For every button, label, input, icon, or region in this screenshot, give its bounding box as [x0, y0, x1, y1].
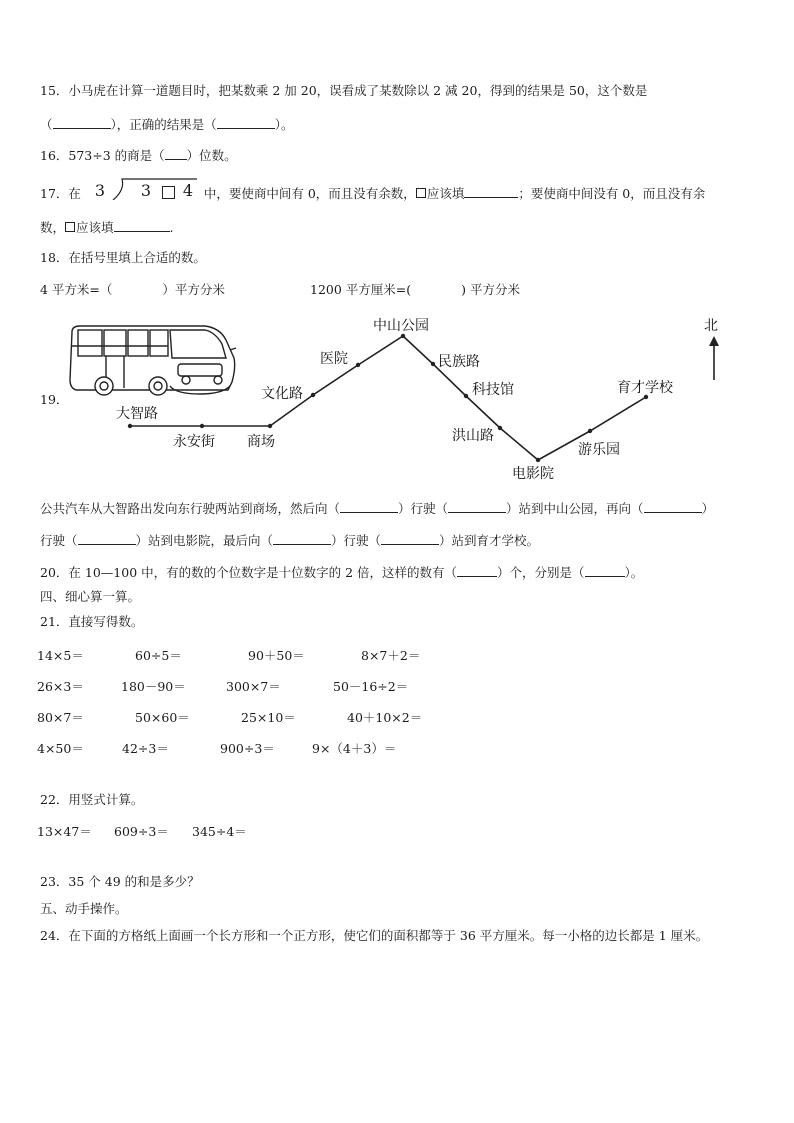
answer-blank[interactable]: [457, 564, 497, 577]
answer-blank[interactable]: [53, 116, 111, 129]
bus-route-map: [0, 300, 794, 500]
q23-question: 23．35 个 49 的和是多少？: [40, 874, 200, 889]
q21-title: 21．直接写得数。: [40, 614, 144, 629]
q19-number: 19．: [40, 392, 69, 407]
calc-item: 26×3＝: [37, 679, 84, 694]
stop-label-zhongshan: 中山公园: [373, 318, 429, 334]
calc-item: 9×（4＋3）＝: [312, 741, 397, 756]
stop-label-shangchang: 商场: [247, 434, 275, 450]
q17-line1: 17．在 3 3 4 中，要使商中间有 0，而且没有余数， 应该填 ；要使商中间没有 0，而且没有余: [40, 182, 705, 202]
calc-item: 8×7＋2＝: [361, 648, 421, 663]
vertical-calc-item: 609÷3＝: [114, 824, 169, 839]
q19-text-line2: 行驶（ ）站到电影院，最后向（ ）行驶（ ）站到育才学校。: [40, 533, 540, 548]
stop-label-dianying: 电影院: [512, 466, 554, 482]
calc-item: 90＋50＝: [248, 648, 305, 663]
q17-line2: 数， 应该填 .: [40, 220, 174, 235]
calc-item: 50×60＝: [135, 710, 190, 725]
q18-item2: 1200 平方厘米=( ) 平方分米: [310, 282, 520, 297]
calc-item: 4×50＝: [37, 741, 84, 756]
dividend-digit-1: 3: [140, 181, 152, 200]
calc-item: 40＋10×2＝: [347, 710, 423, 725]
stop-label-yucai: 育才学校: [617, 380, 673, 396]
divisor: 3: [94, 181, 106, 200]
answer-blank[interactable]: [644, 500, 702, 513]
q24-question: 24．在下面的方格纸上面画一个长方形和一个正方形，使它们的面积都等于 36 平方厘米。每一小格的边长都是 1 厘米。: [40, 928, 709, 943]
calc-item: 180－90＝: [121, 679, 186, 694]
stop-label-keji: 科技馆: [472, 382, 514, 398]
answer-blank[interactable]: [585, 564, 625, 577]
bus-icon: [70, 326, 236, 395]
stop-label-minzu: 民族路: [438, 354, 480, 370]
q15-line1: 15．小马虎在计算一道题目时，把某数乘 2 加 20，误看成了某数除以 2 减 20，得到的结果是 50，这个数是: [40, 83, 648, 98]
north-arrow-icon: [709, 336, 719, 380]
answer-blank[interactable]: [78, 532, 136, 545]
answer-blank[interactable]: [340, 500, 398, 513]
calc-item: 42÷3＝: [122, 741, 169, 756]
q19-text-line1: 公共汽车从大智路出发向东行驶两站到商场，然后向（ ）行驶（ ）站到中山公园，再向（ ）: [40, 501, 715, 516]
stop-label-hongshan: 洪山路: [452, 428, 494, 444]
q18-title: 18．在括号里填上合适的数。: [40, 250, 206, 265]
answer-blank[interactable]: [381, 532, 439, 545]
long-division: [85, 182, 200, 202]
stop-label-dazhi: 大智路: [116, 406, 158, 422]
stop-label-yiyuan: 医院: [320, 351, 348, 367]
calc-item: 80×7＝: [37, 710, 84, 725]
missing-digit-box[interactable]: [162, 186, 175, 199]
vertical-calc-item: 13×47＝: [37, 824, 92, 839]
q22-title: 22．用竖式计算。: [40, 792, 144, 807]
vertical-calc-item: 345÷4＝: [192, 824, 247, 839]
section-4-heading: 四、细心算一算。: [40, 589, 141, 604]
answer-blank[interactable]: [114, 219, 170, 232]
answer-blank[interactable]: [217, 116, 275, 129]
stop-label-wenhua: 文化路: [261, 386, 303, 402]
answer-blank[interactable]: [448, 500, 506, 513]
answer-blank[interactable]: [165, 147, 187, 160]
calc-item: 25×10＝: [241, 710, 296, 725]
answer-blank[interactable]: [464, 185, 518, 198]
stop-label-youle: 游乐园: [578, 442, 620, 458]
section-5-heading: 五、动手操作。: [40, 901, 128, 916]
dividend-digit-3: 4: [182, 181, 194, 200]
calc-item: 60÷5＝: [135, 648, 182, 663]
answer-blank[interactable]: [273, 532, 331, 545]
q20-line: 20．在 10—100 中，有的数的个位数字是十位数字的 2 倍，这样的数有（ ）个，分别是（ ）。: [40, 565, 644, 580]
q16-line: 16．573÷3 的商是（ ）位数。: [40, 148, 237, 163]
q18-item1: 4 平方米=（ ）平方分米: [40, 282, 225, 297]
calc-item: 300×7＝: [226, 679, 281, 694]
north-label: 北: [704, 318, 718, 334]
square-symbol-icon: [65, 222, 75, 232]
calc-item: 14×5＝: [37, 648, 84, 663]
calc-item: 900÷3＝: [220, 741, 275, 756]
square-symbol-icon: [416, 188, 426, 198]
q15-line2: （ ），正确的结果是（ ）。: [40, 117, 294, 132]
stop-label-yongan: 永安街: [173, 434, 215, 450]
calc-item: 50－16÷2＝: [333, 679, 409, 694]
